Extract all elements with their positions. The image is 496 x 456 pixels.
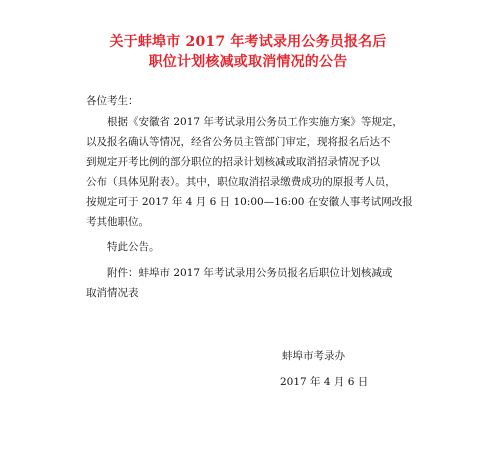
- notice-title-line-1: 关于蚌埠市 2017 年考试录用公务员报名后: [109, 34, 387, 50]
- issuer-signature: 蚌埠市考录办: [282, 350, 345, 362]
- body-paragraph: [86, 112, 416, 232]
- body-line: 到规定开考比例的部分职位的招录计划核减或取消招录情况予以: [86, 156, 380, 168]
- special-notice: 特此公告。: [107, 241, 160, 253]
- attachment-line: 附件：蚌埠市 2017 年考试录用公务员报名后职位计划核减或: [107, 267, 393, 279]
- attachment-line: 取消情况表: [86, 287, 139, 299]
- body-line: 按规定可于 2017 年 4 月 6 日 10:00—16:00 在安徽人事考试网改报: [86, 196, 413, 208]
- body-line: 公布（具体见附表）。其中，职位取消招录缴费成功的原报考人员，: [86, 176, 396, 188]
- body-line: 根据《安徽省 2017 年考试录用公务员工作实施方案》等规定，: [107, 116, 403, 128]
- body-line: 以及报名确认等情况，经省公务员主管部门审定，现将报名后达不: [86, 136, 391, 148]
- issue-date: 2017 年 4 月 6 日: [280, 376, 369, 388]
- notice-title-line-2: 职位计划核减或取消情况的公告: [148, 54, 348, 70]
- body-line: 考其他职位。: [86, 216, 149, 228]
- salutation: 各位考生：: [86, 95, 139, 107]
- attachment-paragraph: [86, 263, 416, 303]
- special-notice-paragraph: [86, 237, 416, 257]
